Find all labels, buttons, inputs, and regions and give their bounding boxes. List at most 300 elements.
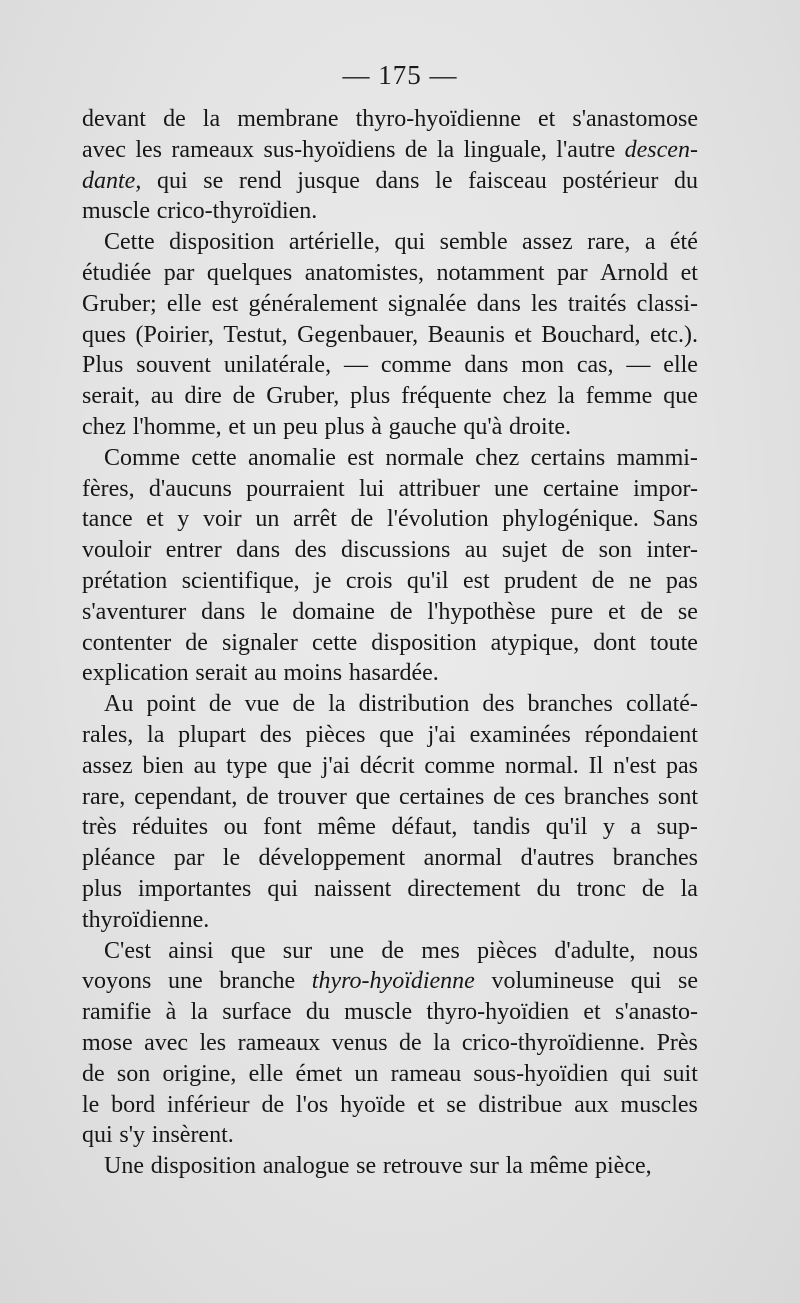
word: sur <box>469 1153 499 1180</box>
word: pièces <box>305 721 366 748</box>
word: entrer <box>165 537 222 564</box>
word: attribuer <box>398 475 480 502</box>
word: atypique, <box>490 629 580 656</box>
word: serait, <box>82 383 140 410</box>
word: un <box>255 506 280 533</box>
word: elle <box>166 290 202 317</box>
word: chez <box>82 413 126 440</box>
word: émet <box>295 1060 343 1087</box>
word: pièces <box>477 937 538 964</box>
text-line <box>82 566 698 597</box>
word: bien <box>142 752 184 779</box>
text-line <box>82 166 698 197</box>
word: qu'il <box>406 567 449 594</box>
word: Bouchard, <box>541 321 641 348</box>
text-line <box>82 1059 698 1090</box>
word: lui <box>358 475 385 502</box>
word: devant <box>82 106 146 132</box>
word: phylogénique. <box>502 506 639 533</box>
word: tronc <box>576 875 626 902</box>
word: importantes <box>138 875 252 902</box>
word: cette <box>311 629 358 656</box>
word: Plus <box>82 352 124 379</box>
word: dante, <box>82 167 142 194</box>
word: voir <box>202 506 242 533</box>
word: retrouve <box>382 1153 463 1180</box>
word: traités <box>567 290 627 317</box>
word: la <box>505 1153 523 1180</box>
word: postérieur <box>562 167 659 194</box>
word: thyroïdienne. <box>82 906 210 933</box>
word: Près <box>656 1029 698 1056</box>
word: au <box>464 537 488 564</box>
word: et <box>583 999 601 1026</box>
word: Comme <box>104 444 180 471</box>
word: bord <box>111 1091 156 1118</box>
word: et <box>608 598 626 625</box>
word: jusque <box>297 167 360 194</box>
text-line <box>82 936 698 967</box>
word: Arnold <box>600 259 669 286</box>
word: qui <box>82 1122 113 1149</box>
word: font <box>263 814 302 841</box>
word: souvent <box>136 352 211 379</box>
word: surface <box>222 999 292 1026</box>
word: cette <box>191 444 237 471</box>
word: dire <box>184 383 222 410</box>
word: de <box>381 937 404 964</box>
word: ramifie <box>82 999 152 1026</box>
word: — <box>626 352 651 379</box>
word: le <box>260 598 278 625</box>
word: s'anasto- <box>615 999 698 1026</box>
text-line <box>82 905 698 936</box>
word: explication <box>82 660 189 687</box>
word: normale <box>385 444 464 471</box>
text-line <box>82 474 698 505</box>
word: de <box>640 598 663 625</box>
body-text <box>82 104 698 1182</box>
word: dans <box>236 537 281 564</box>
word: C'est <box>104 937 151 964</box>
word: moins <box>283 660 343 687</box>
word: Beaunis <box>427 321 505 348</box>
word: la <box>147 721 165 748</box>
word: certaines <box>399 783 485 810</box>
word: plupart <box>178 721 247 748</box>
word: s'aventurer <box>82 598 187 625</box>
word: sus-hyoïdiens <box>263 136 396 163</box>
word: Cette <box>104 229 155 256</box>
text-line <box>82 1120 698 1151</box>
word: disposition <box>371 629 477 656</box>
word: vouloir <box>82 537 152 564</box>
word: que <box>355 783 391 810</box>
word: quelques <box>206 259 293 286</box>
word: des <box>259 721 292 748</box>
word: l'évolution <box>386 506 489 533</box>
word: se <box>677 598 698 625</box>
word: j'ai <box>321 752 351 779</box>
word: serait <box>195 660 248 687</box>
word: a <box>644 229 656 256</box>
word: classi- <box>636 290 698 317</box>
word: prétation <box>82 567 168 594</box>
word: elle <box>663 352 698 379</box>
word: pure <box>550 598 594 625</box>
word: y <box>602 814 615 841</box>
word: développement <box>258 845 406 872</box>
word: de <box>591 567 615 594</box>
word: le <box>222 845 241 872</box>
word: sujet <box>501 537 548 564</box>
word: au <box>254 660 277 687</box>
word: que <box>379 721 414 748</box>
word: est <box>462 567 490 594</box>
word: la <box>190 999 208 1026</box>
word: pièce, <box>595 1153 652 1180</box>
word: et <box>146 506 164 533</box>
word: comme <box>380 352 452 379</box>
word: une <box>494 475 529 502</box>
text-line <box>82 720 698 751</box>
word: sous-hyoïdien <box>473 1060 609 1087</box>
word: qu'à <box>463 413 503 440</box>
word: un <box>354 1060 379 1087</box>
word: crico-thyroïdienne. <box>461 1029 646 1056</box>
text-line <box>82 196 698 227</box>
word: dans <box>201 598 246 625</box>
word: peu <box>283 413 318 440</box>
word: et <box>514 321 532 348</box>
word: de <box>261 1091 285 1118</box>
word: toute <box>649 629 698 656</box>
word: ou <box>223 814 248 841</box>
word: à <box>165 999 177 1026</box>
word: aux <box>574 1091 609 1118</box>
word: se <box>356 1153 377 1180</box>
word: plus <box>324 413 365 440</box>
text-line <box>82 812 698 843</box>
word: crico-thyroïdien. <box>156 198 318 225</box>
word: directement <box>407 875 521 902</box>
word: l'homme, <box>132 413 222 440</box>
word: inter- <box>646 537 698 564</box>
word: de <box>404 136 428 163</box>
word: qui <box>156 167 188 194</box>
word: assez <box>82 752 133 779</box>
word: la <box>436 136 455 163</box>
word: son <box>116 1060 151 1087</box>
word: de <box>350 506 374 533</box>
word: muscle <box>82 198 150 225</box>
text-line <box>82 443 698 474</box>
word: gauche <box>388 413 457 440</box>
word: mes <box>421 937 460 964</box>
word: s'y <box>119 1122 146 1149</box>
text-line <box>82 997 698 1028</box>
word: par <box>173 845 205 872</box>
word: mose <box>82 1029 133 1056</box>
word: Gegenbauer, <box>297 321 419 348</box>
word: la <box>557 383 575 410</box>
word: discussions <box>340 537 451 564</box>
word: les <box>530 290 558 317</box>
text-line <box>82 966 698 997</box>
word: dans <box>375 167 420 194</box>
word: de <box>185 629 208 656</box>
text-line <box>82 289 698 320</box>
text-line <box>82 135 698 166</box>
word: pas <box>665 752 698 779</box>
word: linguale, <box>463 136 547 163</box>
word: (Poirier, <box>135 321 214 348</box>
word: et <box>537 106 556 132</box>
text-line <box>82 412 698 443</box>
word: normal. <box>504 752 579 779</box>
word: au <box>193 752 217 779</box>
word: ques <box>82 321 126 348</box>
word: prudent <box>504 567 578 594</box>
word: branche <box>219 968 296 995</box>
word: mon <box>521 352 564 379</box>
word: anatomistes, <box>304 259 425 286</box>
word: distribue <box>478 1091 563 1118</box>
word: sur <box>282 937 313 964</box>
word: signalée <box>387 290 467 317</box>
word: membrane <box>237 106 339 132</box>
word: Au <box>104 691 134 718</box>
word: anormal <box>423 845 503 872</box>
word: impor- <box>633 475 698 502</box>
word: cas, <box>576 352 614 379</box>
text-line <box>82 597 698 628</box>
word: son <box>598 537 633 564</box>
word: été <box>669 229 698 256</box>
word: anomalie <box>247 444 336 471</box>
word: ainsi <box>168 937 214 964</box>
word: scientifique, <box>181 567 300 594</box>
word: tandis <box>472 814 531 841</box>
text-line <box>82 689 698 720</box>
word: avec <box>144 1029 189 1056</box>
text-line <box>82 320 698 351</box>
word: des <box>482 691 515 718</box>
word: une <box>329 937 365 964</box>
word: du <box>305 999 330 1026</box>
word: tance <box>82 506 133 533</box>
text-line <box>82 843 698 874</box>
word: généralement <box>248 290 378 317</box>
word: s'anastomose <box>572 106 698 132</box>
word: thyro-hyoïdienne <box>355 106 521 132</box>
word: certains <box>530 444 606 471</box>
word: rameaux <box>171 136 255 163</box>
word: du <box>536 875 561 902</box>
word: l'os <box>295 1091 329 1118</box>
text-line <box>82 227 698 258</box>
word: descen- <box>624 136 698 163</box>
word: — <box>343 352 368 379</box>
word: a <box>630 814 642 841</box>
word: la <box>433 1029 451 1056</box>
word: la <box>328 691 346 718</box>
word: de <box>163 106 186 132</box>
word: rameau <box>390 1060 462 1087</box>
word: répondaient <box>584 721 698 748</box>
word: se <box>203 167 224 194</box>
word: point <box>146 691 196 718</box>
word: le <box>82 1091 100 1118</box>
word: Sans <box>652 506 698 533</box>
word: type <box>226 752 268 779</box>
text-line <box>82 535 698 566</box>
word: ces <box>524 783 556 810</box>
word: femme <box>585 383 653 410</box>
word: analogue <box>262 1153 350 1180</box>
word: thyro-hyoïdien <box>426 999 570 1026</box>
word: plus <box>82 875 123 902</box>
word: qui <box>620 1060 651 1087</box>
page-number: — 175 — <box>342 60 458 90</box>
word: par <box>163 259 195 286</box>
word: semble <box>439 229 508 256</box>
word: de <box>399 1029 422 1056</box>
word: les <box>199 1029 227 1056</box>
text-line <box>82 751 698 782</box>
word: réduites <box>132 814 209 841</box>
word: que <box>663 383 698 410</box>
word: de <box>232 383 256 410</box>
word: arrêt <box>292 506 337 533</box>
word: chez <box>502 383 547 410</box>
text-line <box>82 350 698 381</box>
word: naissent <box>314 875 392 902</box>
word: disposition <box>169 229 275 256</box>
word: n'est <box>613 752 657 779</box>
word: elle <box>248 1060 284 1087</box>
word: l'hypothèse <box>427 598 536 625</box>
text-line <box>82 258 698 289</box>
word: très <box>82 814 117 841</box>
word: à <box>371 413 382 440</box>
word: droite. <box>509 413 572 440</box>
word: fréquente <box>401 383 492 410</box>
word: qui <box>394 229 426 256</box>
word: même <box>529 1153 589 1180</box>
word: thyro-hyoïdienne <box>311 968 475 995</box>
word: domaine <box>292 598 375 625</box>
word: chez <box>475 444 520 471</box>
word: examinées <box>469 721 571 748</box>
word: la <box>680 875 698 902</box>
word: inférieur <box>166 1091 250 1118</box>
word: qui <box>267 875 298 902</box>
word: je <box>314 567 332 594</box>
word: branches <box>563 783 650 810</box>
word: comme <box>424 752 495 779</box>
word: est <box>347 444 374 471</box>
word: etc.). <box>650 321 698 348</box>
text-line <box>82 1028 698 1059</box>
word: fères, <box>82 475 135 502</box>
text-line <box>82 104 698 135</box>
text-line <box>82 782 698 813</box>
word: et <box>417 1091 435 1118</box>
word: d'autres <box>520 845 595 872</box>
word: Gruber; <box>82 290 157 317</box>
word: Gruber, <box>266 383 340 410</box>
word: pléance <box>82 845 156 872</box>
word: hasardée. <box>348 660 439 687</box>
word: vue <box>244 691 280 718</box>
word: ne <box>628 567 652 594</box>
word: une <box>167 968 203 995</box>
word: qu'il <box>545 814 588 841</box>
word: que <box>230 937 266 964</box>
word: de <box>82 1060 105 1087</box>
word: rameaux <box>237 1029 321 1056</box>
word: que <box>277 752 312 779</box>
word: distribution <box>358 691 470 718</box>
word: du <box>674 167 698 194</box>
word: la <box>202 106 221 132</box>
word: cependant, <box>134 783 238 810</box>
word: collaté- <box>625 691 698 718</box>
word: muscles <box>620 1091 698 1118</box>
word: venus <box>331 1029 388 1056</box>
word: branches <box>612 845 698 872</box>
word: se <box>446 1091 467 1118</box>
word: sont <box>657 783 698 810</box>
word: dont <box>593 629 636 656</box>
word: signaler <box>221 629 298 656</box>
word: pas <box>665 567 698 594</box>
word: est <box>211 290 239 317</box>
word: par <box>556 259 588 286</box>
word: origine, <box>162 1060 237 1087</box>
word: j'ai <box>427 721 456 748</box>
word: rend <box>238 167 282 194</box>
word: muscle <box>344 999 413 1026</box>
word: dans <box>464 352 509 379</box>
word: qui <box>630 968 662 995</box>
word: rare, <box>587 229 631 256</box>
word: artérielle, <box>288 229 381 256</box>
word: et <box>228 413 246 440</box>
text-line <box>82 658 698 689</box>
word: voyons <box>82 968 152 995</box>
word: trouver <box>277 783 347 810</box>
word: notamment <box>436 259 545 286</box>
word: contenter <box>82 629 172 656</box>
word: l'autre <box>556 136 616 163</box>
word: assez <box>522 229 573 256</box>
word: insèrent. <box>151 1122 234 1149</box>
word: pourraient <box>246 475 345 502</box>
word: de <box>561 537 585 564</box>
word: crois <box>345 567 393 594</box>
text-line <box>82 1090 698 1121</box>
word: Une <box>104 1153 144 1180</box>
word: de <box>641 875 665 902</box>
word: dans <box>476 290 521 317</box>
word: de <box>389 598 413 625</box>
word: au <box>150 383 174 410</box>
word: de <box>208 691 232 718</box>
word: même <box>317 814 376 841</box>
word: volumineuse <box>491 968 615 995</box>
